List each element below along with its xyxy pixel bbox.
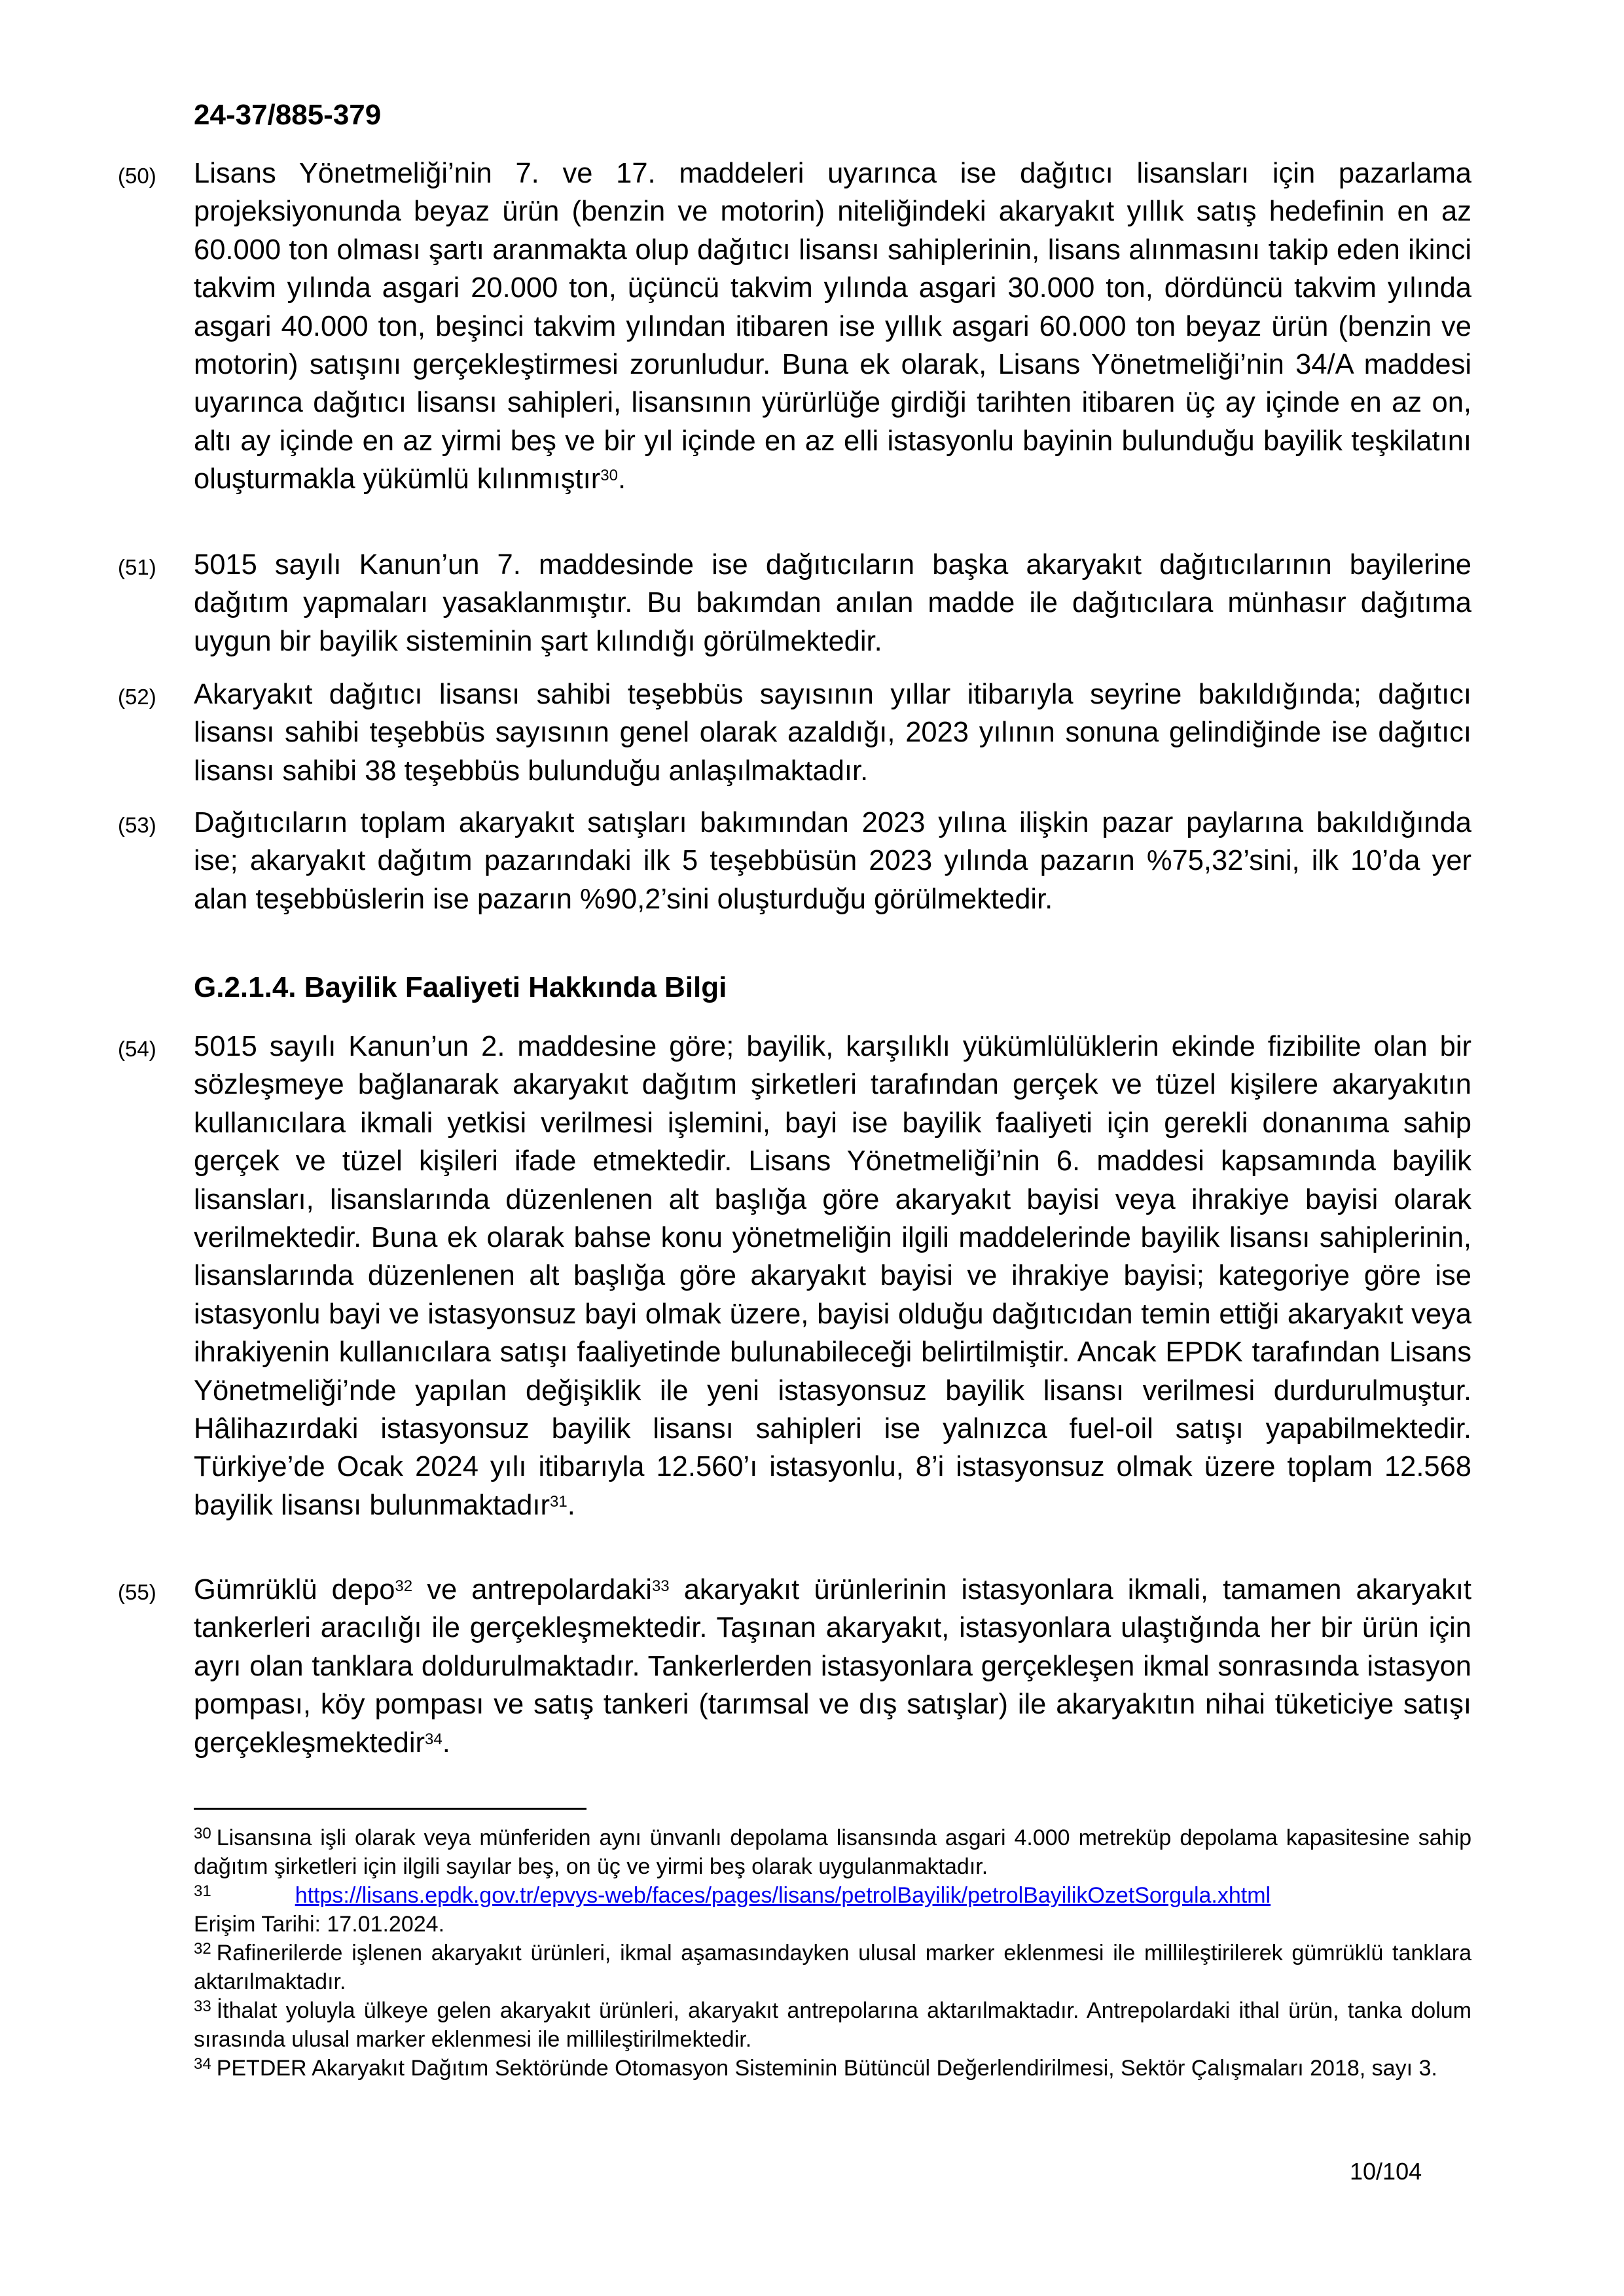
footnote-ref[interactable]: 30: [600, 467, 618, 485]
section-heading: G.2.1.4. Bayilik Faaliyeti Hakkında Bilgi: [194, 971, 727, 1003]
paragraph-number: (51): [118, 555, 156, 579]
footnote-34: $^{34}$ PETDER Akaryakıt Dağıtım Sektöründe Otomasyon Sisteminin Bütüncül Değerlendirilmesi, Sektör Çalışmaları 2018, sayı 3.: [194, 2055, 1437, 2081]
footnote-link[interactable]: https://lisans.epdk.gov.tr/epvys-web/faces/pages/lisans/petrolBayilik/petrolBayilikOzetSorgula.xhtml: [295, 1883, 1271, 1908]
paragraph-text: 5015 sayılı Kanun’un 2. maddesine göre; bayilik, karşılıklı yükümlülüklerin ekinde fizibilite olan bir sözleşmeye bağlanarak akaryakıt dağıtım şirketleri tarafından gerçek ve tüzel kişilere akaryakıtın kullanıcılara ikmali yetkisi verilmesi işlemini, bayi ise bayilik faaliyeti için gerekli donanıma sahip gerçek ve tüzel kişileri ifade etmektedir. Lisans Yönetmeliği’nin 6. maddesi kapsamında bayilik lisansları, lisanslarında düzenlenen alt başlığa göre akaryakıt bayisi veya ihrakiye bayisi olarak verilmektedir. Buna ek olarak bahse konu yönetmeliğin ilgili maddelerinde bayilik lisansı sahiplerinin, lisanslarında düzenlenen alt başlığa göre akaryakıt bayisi ve ihrakiye bayisi; kategoriye göre ise istasyonlu bayi ve istasyonsuz bayi olmak üzere, bayisi olduğu dağıtıcıdan temin ettiği akaryakıt veya ihrakiyenin kullanıcılara satışı faaliyetinde bulunabileceği belirtilmiştir. Ancak EPDK tarafından Lisans Yönetmeliği’nde yapılan değişiklik ile yeni istasyonsuz bayilik lisansı verilmesi durdurulmuştur. Hâlihazırdaki istasyonsuz bayilik lisansı sahipleri ise yalnızca fuel-oil satışı yapabilmektedir. Türkiye’de Ocak 2024 yılı itibarıyla 12.560’ı istasyonlu, 8’i istasyonsuz olmak üzere toplam 12.568 bayilik lisansı bulunmaktadır$^{31}$.: [194, 1031, 1471, 1521]
document-number: 24-37/885-379: [194, 99, 382, 131]
footnote-30: $^{30}$ Lisansına işli olarak veya münferiden aynı ünvanlı depolama lisansında asgari 4.000 metreküp depolama kapasitesine sahip dağıtım şirketleri için ilgili sayılar beş, on üç ve yirmi beş olarak uygulanmaktadır.: [194, 1825, 1471, 1879]
paragraph-text: Lisans Yönetmeliği’nin 7. ve 17. maddeleri uyarınca ise dağıtıcı lisansları için pazarlama projeksiyonunda beyaz ürün (benzin ve motorin) niteliğindeki akaryakıt yıllık satış hedefinin en az 60.000 ton olması şartı aranmakta olup dağıtıcı lisansı sahiplerinin, lisans alınmasını takip eden ikinci takvim yılında asgari 20.000 ton, üçüncü takvim yılında asgari 30.000 ton, dördüncü takvim yılında asgari 40.000 ton, beşinci takvim yılından itibaren ise yıllık asgari 60.000 ton beyaz ürün (benzin ve motorin) satışını gerçekleştirmesi zorunludur. Buna ek olarak, Lisans Yönetmeliği’nin 34/A maddesi uyarınca dağıtıcı lisansı sahipleri, lisansının yürürlüğe girdiği tarihten itibaren üç ay içinde en az on, altı ay içinde en az yirmi beş ve bir yıl içinde en az elli istasyonlu bayinin bulunduğu bayilik teşkilatını oluşturmakla yükümlü kılınmıştır$^{30}$.: [194, 158, 1471, 495]
paragraph-number: (54): [118, 1037, 156, 1061]
footnote-33: $^{33}$ İthalat yoluyla ülkeye gelen akaryakıt ürünleri, akaryakıt antrepolarına aktarılmaktadır. Antrepolardaki ithal ürün, tanka dolum sırasında ulusal marker eklenmesi ile millileştirilmektedir.: [194, 1998, 1471, 2052]
page-number: 10/104: [1350, 2158, 1422, 2185]
footnote-ref[interactable]: 33: [651, 1577, 670, 1595]
footnote-divider: [194, 1808, 586, 1810]
paragraph-number: (55): [118, 1580, 156, 1604]
paragraph-text: 5015 sayılı Kanun’un 7. maddesinde ise dağıtıcıların başka akaryakıt dağıtıcılarının bayilerine dağıtım yapmaları yasaklanmıştır. Bu bakımdan anılan madde ile dağıtıcılara münhasır dağıtıma uygun bir bayilik sisteminin şart kılındığı görülmektedir.: [194, 549, 1471, 657]
footnote-ref[interactable]: 31: [550, 1492, 568, 1511]
footnote-ref[interactable]: 34: [424, 1730, 442, 1748]
paragraph-text: Akaryakıt dağıtıcı lisansı sahibi teşebbüs sayısının yıllar itibarıyla seyrine bakıldığında; dağıtıcı lisansı sahibi teşebbüs sayısının genel olarak azaldığı, 2023 yılının sonuna gelindiğinde ise dağıtıcı lisansı sahibi 38 teşebbüs bulunduğu anlaşılmaktadır.: [194, 679, 1471, 787]
footnote-32: $^{32}$ Rafinerilerde işlenen akaryakıt ürünleri, ikmal aşamasındayken ulusal marker eklenmesi ile millileştirilerek gümrüklü tanklara aktarılmaktadır.: [194, 1940, 1471, 1994]
paragraph-number: (50): [118, 164, 156, 188]
footnote-31: $^{31}$ https://lisans.epdk.gov.tr/epvys-web/faces/pages/lisans/petrolBayilik/petrolBayilikOzetSorgula.xhtml Erişim Tarihi: 17.01.2024.: [194, 1882, 1271, 1937]
footnote-ref[interactable]: 32: [395, 1577, 413, 1595]
paragraph-text: Dağıtıcıların toplam akaryakıt satışları bakımından 2023 yılına ilişkin pazar paylarına bakıldığında ise; akaryakıt dağıtım pazarındaki ilk 5 teşebbüsün 2023 yılında pazarın %75,32’sini, ilk 10’da yer alan teşebbüslerin ise pazarın %90,2’sini oluşturduğu görülmektedir.: [194, 807, 1471, 915]
paragraph-text: Gümrüklü depo$^{32}$ ve antrepolardaki$^{33}$ akaryakıt ürünlerinin istasyonlara ikmali, tamamen akaryakıt tankerleri aracılığı ile gerçekleşmektedir. Taşınan akaryakıt, istasyonlara ulaştığında her bir ürün için ayrı olan tanklara doldurulmaktadır. Tankerlerden istasyonlara gerçekleşen ikmal sonrasında istasyon pompası, köy pompası ve satış tankeri (tarımsal ve dış satışlar) ile akaryakıtın nihai tüketiciye satışı gerçekleşmektedir$^{34}$.: [194, 1574, 1471, 1759]
paragraph-number: (53): [118, 813, 156, 837]
paragraph-number: (52): [118, 685, 156, 709]
